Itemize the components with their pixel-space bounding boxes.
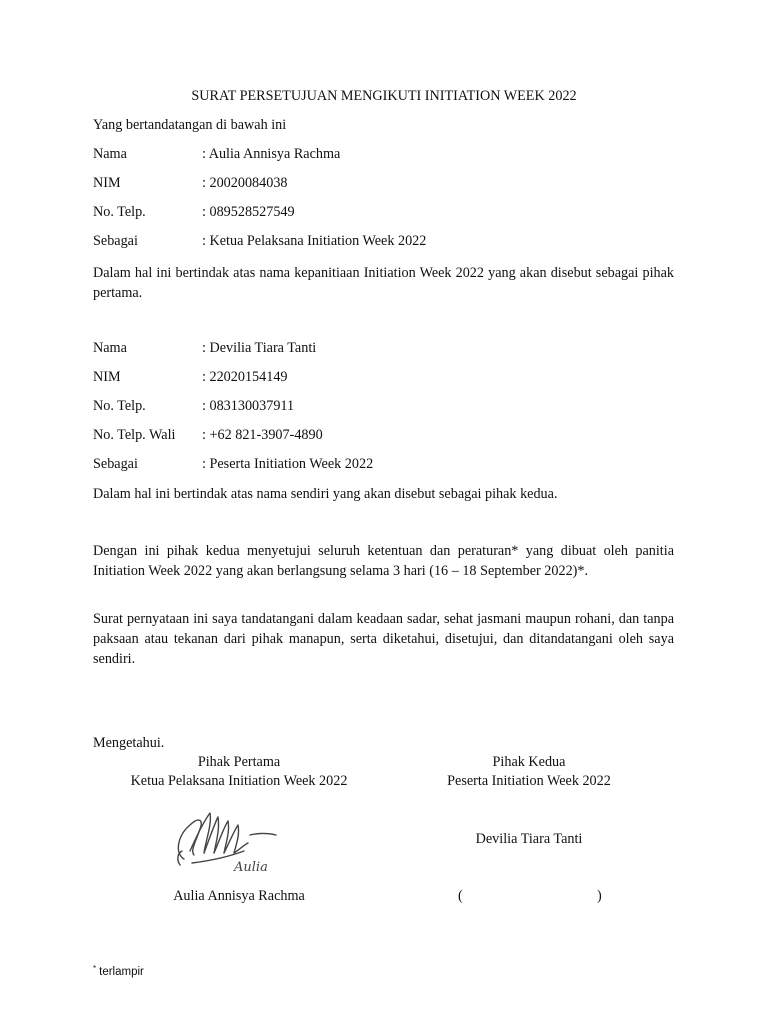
document-title: SURAT PERSETUJUAN MENGIKUTI INITIATION WEEK 2022 <box>191 88 577 104</box>
right-sign-position: Peserta Initiation Week 2022 <box>447 773 611 789</box>
party1-role-value: : Ketua Pelaksana Initiation Week 2022 <box>202 233 427 249</box>
left-sign-role: Pihak Pertama <box>197 754 281 770</box>
party1-nim-value: : 20020084038 <box>202 175 288 191</box>
party2-guardian-phone-label: No. Telp. Wali <box>93 427 176 443</box>
left-sign-position: Ketua Pelaksana Initiation Week 2022 <box>130 773 348 789</box>
party2-phone-value: : 083130037911 <box>202 398 295 414</box>
party2-role-label: Sebagai <box>93 456 138 472</box>
party1-name-value: : Aulia Annisya Rachma <box>202 146 341 162</box>
party1-statement: Dalam hal ini bertindak atas nama kepanitiaan Initiation Week 2022 yang akan disebut sebagai pihak pertama. <box>93 265 674 301</box>
right-sign-open-paren: ( <box>458 888 463 904</box>
left-sign-name: Aulia Annisya Rachma <box>173 888 305 904</box>
right-sign-close-paren: ) <box>597 888 602 904</box>
footnote-text: terlampir <box>99 966 144 978</box>
party2-name-value: : Devilia Tiara Tanti <box>202 340 317 356</box>
signature-text: Aulia <box>234 860 268 875</box>
intro-text: Yang bertandatangan di bawah ini <box>93 117 287 133</box>
party2-statement: Dalam hal ini bertindak atas nama sendiri yang akan disebut sebagai pihak kedua. <box>93 486 558 502</box>
declaration-paragraph: Surat pernyataan ini saya tandatangani dalam keadaan sadar, sehat jasmani maupun rohani, dan tanpa paksaan atau tekanan dari pihak manapun, serta diketahui, disetujui, dan ditandatangani oleh saya sendiri. <box>93 611 674 667</box>
footnote <box>93 964 144 978</box>
footnote-mark: * <box>93 964 97 973</box>
party1-role-label: Sebagai <box>93 233 138 249</box>
handwritten-signature <box>168 805 280 877</box>
party1-nim-label: NIM <box>93 175 121 191</box>
party2-role-value: : Peserta Initiation Week 2022 <box>202 456 374 472</box>
acknowledged-label: Mengetahui. <box>93 735 165 751</box>
party2-nim-value: : 22020154149 <box>202 369 288 385</box>
agreement-paragraph: Dengan ini pihak kedua menyetujui seluruh ketentuan dan peraturan* yang dibuat oleh panitia Initiation Week 2022 yang akan berlangsung selama 3 hari (16 – 18 September 2022)*. <box>93 543 674 579</box>
party2-guardian-phone-value: : +62 821-3907-4890 <box>202 427 323 443</box>
right-sign-name: Devilia Tiara Tanti <box>475 831 583 847</box>
party2-nim-label: NIM <box>93 369 121 385</box>
party1-name-label: Nama <box>93 146 127 162</box>
right-sign-role: Pihak Kedua <box>492 754 566 770</box>
party2-name-label: Nama <box>93 340 127 356</box>
party1-phone-value: : 089528527549 <box>202 204 295 220</box>
party1-phone-label: No. Telp. <box>93 204 146 220</box>
party2-phone-label: No. Telp. <box>93 398 146 414</box>
